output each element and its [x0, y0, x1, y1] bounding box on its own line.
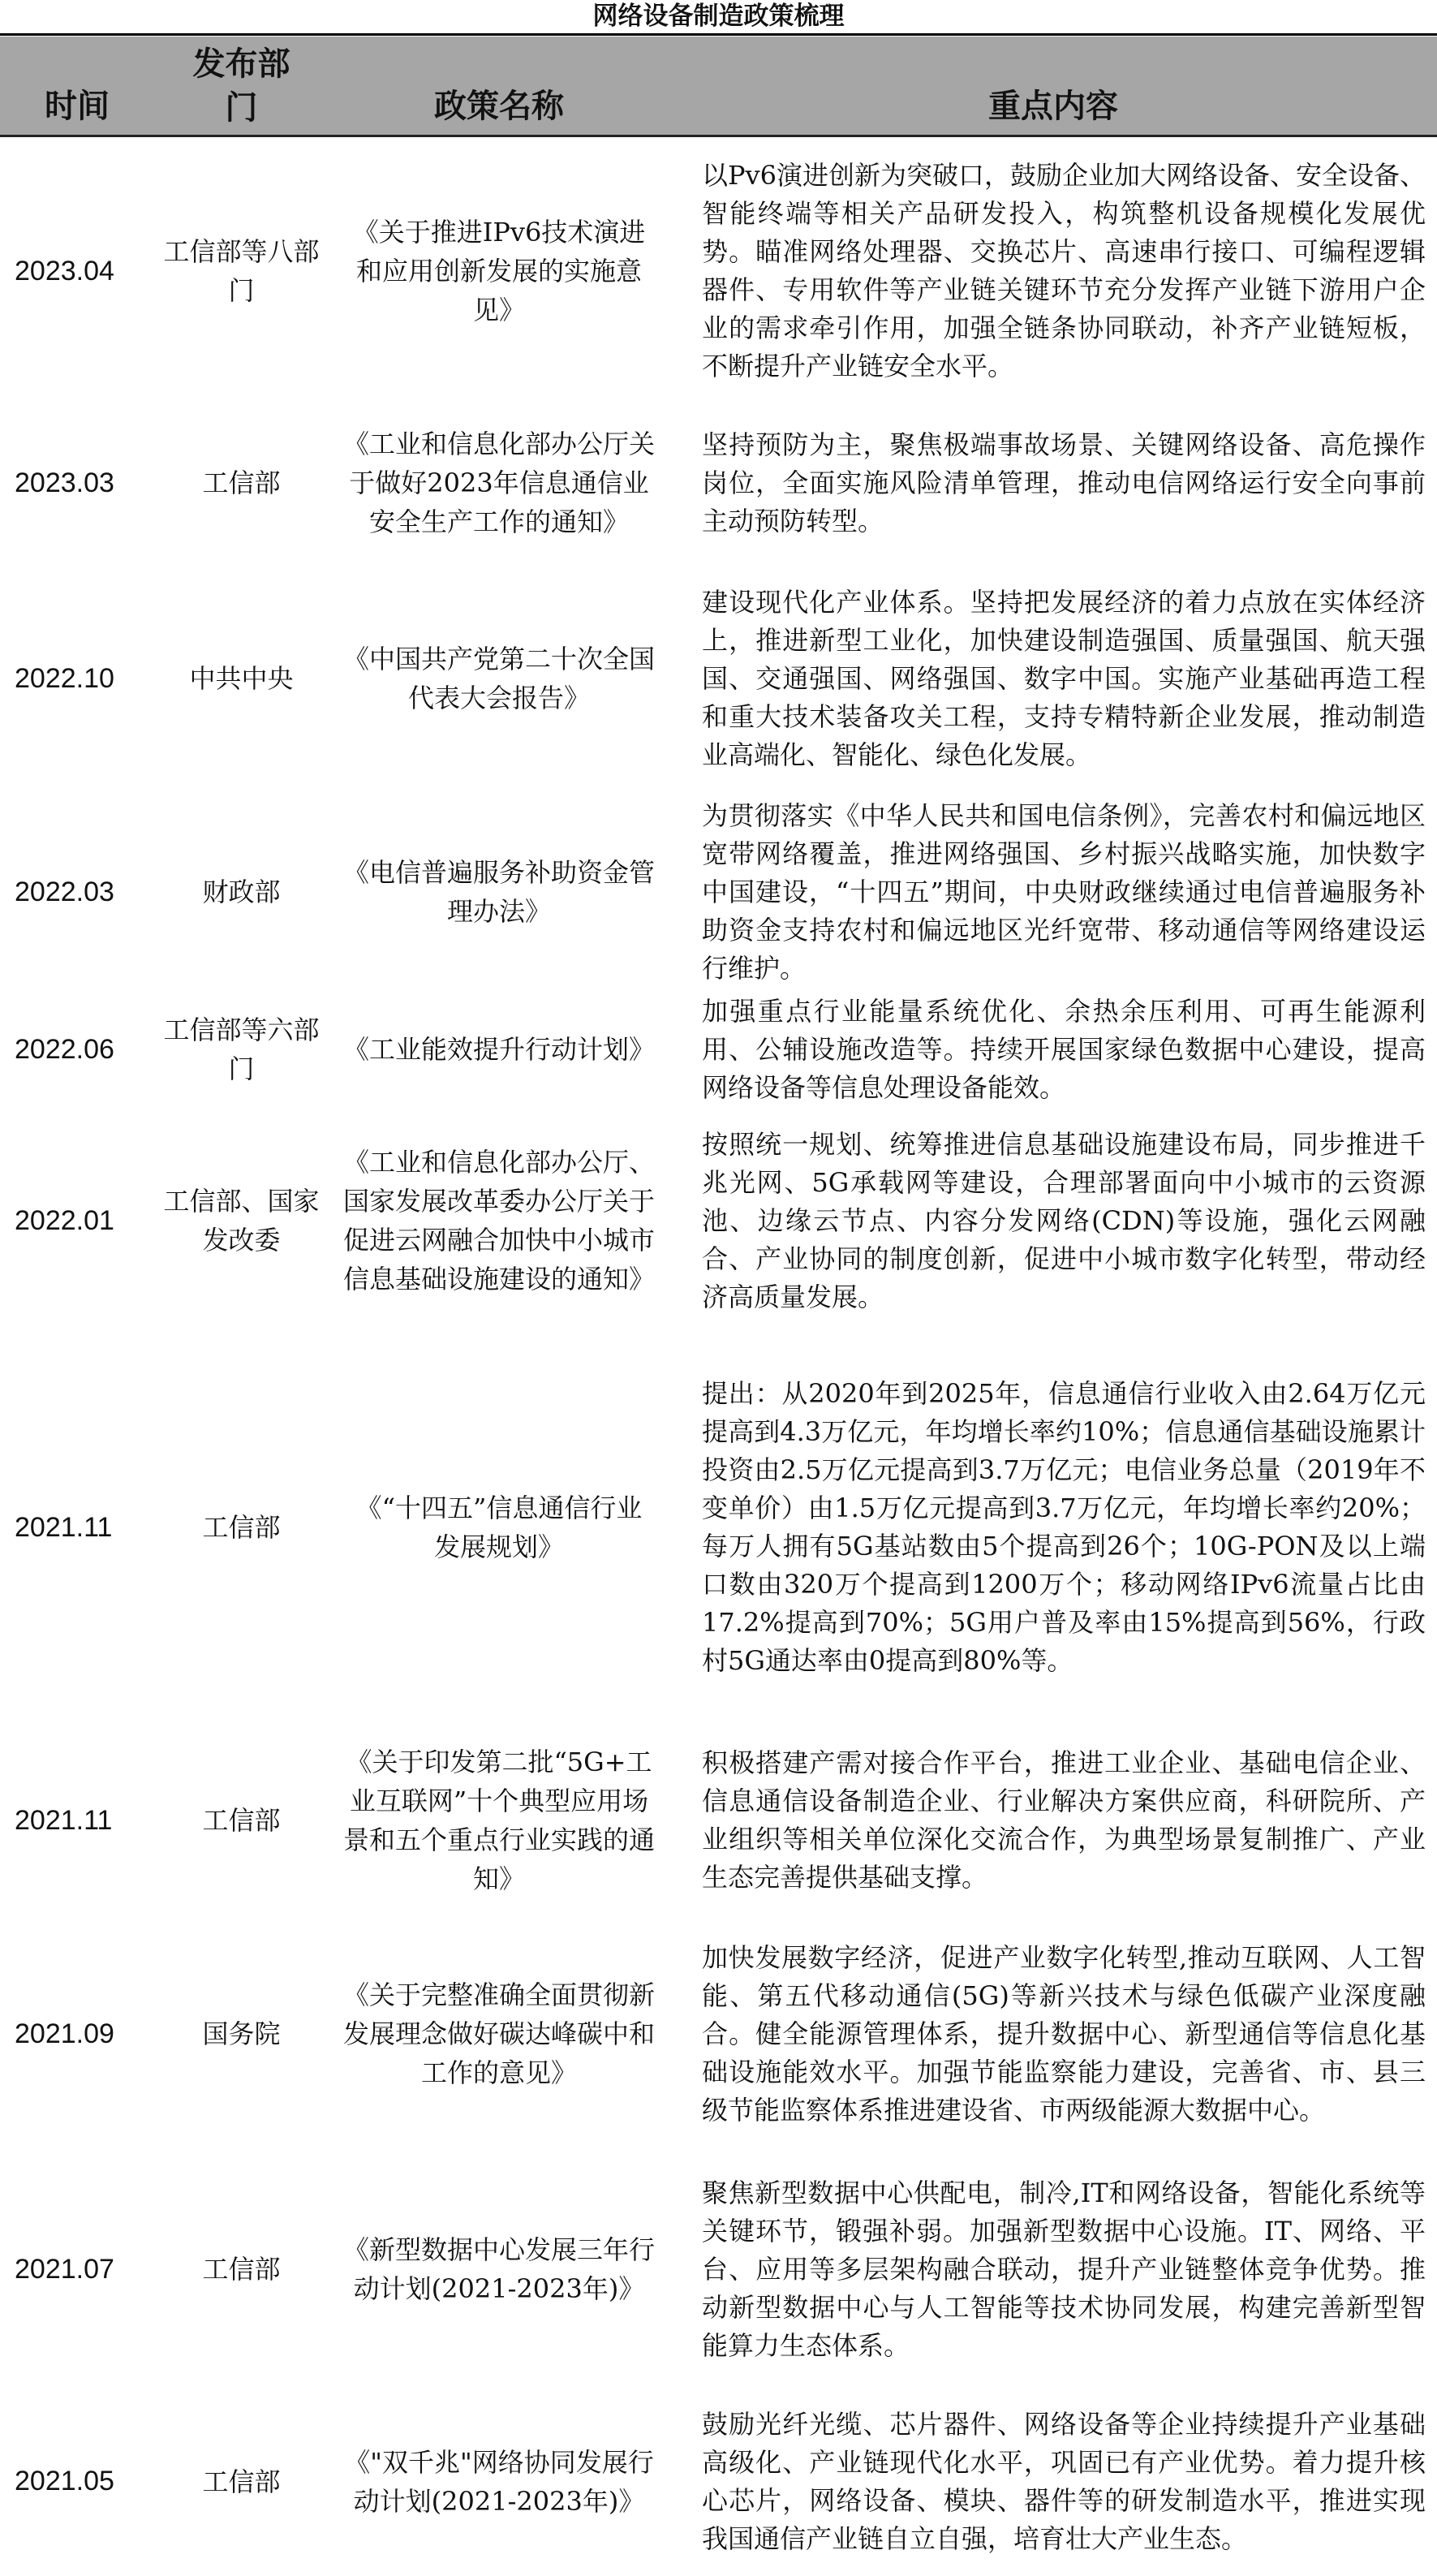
row-name: 《“十四五”信息通信行业发展规划》 [355, 1493, 643, 1562]
row-content: 鼓励光纤光缆、芯片器件、网络设备等企业持续提升产业基础高级化、产业链现代化水平，巩固已有产业优势。着力提升核心芯片，网络设备、模块、器件等的研发制造水平，推进实现我国通信产业链自立自强，培育壮大产业生态。 [702, 2408, 1426, 2554]
row-dept: 工信部等八部门 [163, 236, 320, 306]
row-name: 《工业能效提升行动计划》 [343, 1034, 656, 1065]
table-row [0, 2152, 1437, 2387]
row-dept: 国务院 [202, 2018, 281, 2049]
row-dept: 工信部等六部门 [163, 1014, 320, 1084]
row-dept: 工信部 [202, 2466, 281, 2497]
table-row [0, 1330, 1437, 1725]
row-content: 加快发展数字经济，促进产业数字化转型,推动互联网、人工智能、第五代移动通信(5G)等新兴技术与绿色低碳产业深度融合。健全能源管理体系，提升数据中心、新型通信等信息化基础设施能效水平。加强节能监察能力建设，完善省、市、县三级节能监察体系推进建设省、市两级能源大数据中心。 [702, 1941, 1426, 2126]
row-dept: 中共中央 [189, 663, 294, 694]
table-row [0, 405, 1437, 561]
header-name: 政策名称 [434, 87, 564, 125]
table-row [0, 2387, 1437, 2576]
row-time: 2021.09 [15, 2018, 114, 2049]
row-name: 《关于推进IPv6技术演进和应用创新发展的实施意见》 [352, 217, 646, 325]
table-row [0, 988, 1437, 1111]
table-row [0, 137, 1437, 405]
row-dept: 工信部 [202, 1512, 281, 1543]
row-dept: 工信部 [202, 467, 281, 498]
row-content: 建设现代化产业体系。坚持把发展经济的着力点放在实体经济上，推进新型工业化，加快建设制造强国、质量强国、航天强国、交通强国、网络强国、数字中国。实施产业基础再造工程和重大技术装备攻关工程，支持专精特新企业发展，推动制造业高端化、智能化、绿色化发展。 [702, 586, 1426, 770]
row-name: 《"双千兆"网络协同发展行动计划(2021-2023年)》 [344, 2446, 654, 2517]
row-content: 聚焦新型数据中心供配电，制冷,IT和网络设备，智能化系统等关键环节，锻强补弱。加强新型数据中心设施。IT、网络、平台、应用等多层架构融合联动，提升产业链整体竞争优势。推动新型数据中心与人工智能等技术协同发展，构建完善新型智能算力生态体系。 [702, 2177, 1426, 2361]
row-name: 《电信普遍服务补助资金管理办法》 [343, 857, 656, 927]
row-time: 2021.11 [15, 1804, 113, 1836]
row-dept: 工信部 [202, 1805, 281, 1836]
page-title: 网络设备制造政策梳理 [592, 2, 845, 31]
table-row [0, 1111, 1437, 1330]
row-name: 《工业和信息化部办公厅、国家发展改革委办公厅关于促进云网融合加快中小城市信息基础设施建设的通知》 [343, 1147, 656, 1294]
row-content: 加强重点行业能量系统优化、余热余压利用、可再生能源利用、公辅设施改造等。持续开展国家绿色数据中心建设，提高网络设备等信息处理设备能效。 [702, 995, 1426, 1103]
row-time: 2022.06 [15, 1033, 114, 1065]
row-time: 2023.04 [15, 255, 114, 286]
row-name: 《关于完整准确全面贯彻新发展理念做好碳达峰碳中和工作的意见》 [343, 1979, 656, 2088]
row-name: 《工业和信息化部办公厅关于做好2023年信息通信业安全生产工作的通知》 [343, 429, 656, 537]
row-content: 提出：从2020年到2025年，信息通信行业收入由2.64万亿元提高到4.3万亿元，年均增长率约10%；信息通信基础设施累计投资由2.5万亿元提高到3.7万亿元；电信业务总量（2019年不变单价）由1.5万亿元提高到3.7万亿元，年均增长率约20%；每万人拥有5G基站数由5个提高到26个；10G-PON及以上端口数由320万个提高到1200万个；移动网络IPv6流量占比由17.2%提高到70%；5G用户普及率由15%提高到56%，行政村5G通达率由0提高到80%等。 [702, 1378, 1426, 1676]
row-dept: 工信部、国家发改委 [163, 1186, 320, 1256]
title-divider [0, 33, 1437, 36]
table-row [0, 561, 1437, 796]
row-time: 2023.03 [15, 467, 114, 498]
table-row [0, 796, 1437, 988]
row-time: 2022.10 [15, 662, 114, 694]
row-dept: 财政部 [202, 877, 281, 907]
row-content: 以Pv6演进创新为突破口，鼓励企业加大网络设备、安全设备、智能终端等相关产品研发投入，构筑整机设备规模化发展优势。瞄准网络处理器、交换芯片、高速串行接口、可编程逻辑器件、专用软件等产业链关键环节充分发挥产业链下游用户企业的需求牵引作用，加强全链条协同联动，补齐产业链短板，不断提升产业链安全水平。 [702, 160, 1426, 381]
row-time: 2021.11 [15, 1511, 113, 1543]
row-dept: 工信部 [202, 2254, 281, 2285]
row-content: 积极搭建产需对接合作平台，推进工业企业、基础电信企业、信息通信设备制造企业、行业解决方案供应商，科研院所、产业组织等相关单位深化交流合作，为典型场景复制推广、产业生态完善提供基础支撑。 [702, 1747, 1426, 1893]
row-name: 《新型数据中心发展三年行动计划(2021-2023年)》 [343, 2234, 656, 2304]
table-row [0, 1725, 1437, 1916]
row-content: 坚持预防为主，聚焦极端事故场景、关键网络设备、高危操作岗位，全面实施风险清单管理，推动电信网络运行安全向事前主动预防转型。 [702, 429, 1426, 536]
row-time: 2021.05 [15, 2466, 114, 2496]
row-content: 为贯彻落实《中华人民共和国电信条例》，完善农村和偏远地区宽带网络覆盖，推进网络强国、乡村振兴战略实施，加快数字中国建设，“十四五”期间，中央财政继续通过电信普遍服务补助资金支持农村和偏远地区光纤宽带、移动通信等网络建设运行维护。 [702, 799, 1426, 984]
header-time: 时间 [45, 87, 110, 125]
row-content: 按照统一规划、统筹推进信息基础设施建设布局，同步推进千兆光网、5G承载网等建设，合理部署面向中小城市的云资源池、边缘云节点、内容分发网络(CDN)等设施，强化云网融合、产业协同的制度创新，促进中小城市数字化转型，带动经济高质量发展。 [702, 1128, 1426, 1312]
row-name: 《中国共产党第二十次全国代表大会报告》 [343, 644, 656, 713]
row-name: 《关于印发第二批“5G+工业互联网”十个典型应用场景和五个重点行业实践的通知》 [343, 1747, 656, 1894]
row-time: 2022.03 [15, 876, 114, 907]
header-dept: 发布部门 [192, 44, 290, 127]
row-time: 2021.07 [15, 2253, 114, 2285]
header-content: 重点内容 [988, 87, 1118, 125]
row-time: 2022.01 [15, 1204, 114, 1236]
table-row [0, 1916, 1437, 2152]
